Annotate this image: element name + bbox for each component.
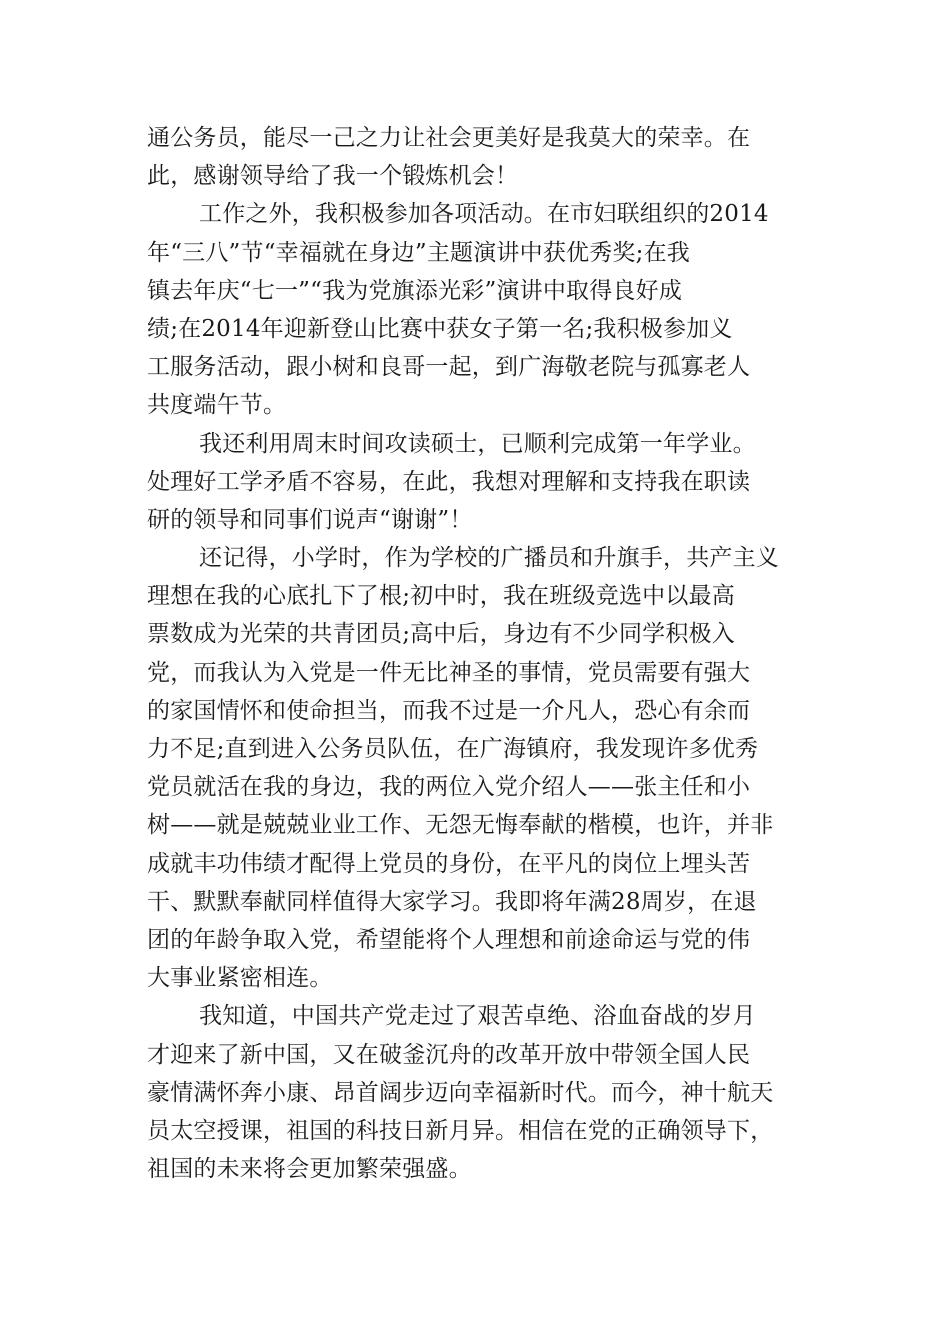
paragraph-4-line-3: 票数成为光荣的共青团员;高中后，身边有不少同学积极入 <box>147 621 735 648</box>
paragraph-2-line-5: 工服务活动，跟小树和良哥一起，到广海敬老院与孤寡老人 <box>147 354 751 381</box>
paragraph-5-line-1: 我知道，中国共产党走过了艰苦卓绝、浴血奋战的岁月 <box>199 1003 756 1030</box>
paragraph-5-line-5: 祖国的未来将会更加繁荣强盛。 <box>147 1156 472 1183</box>
paragraph-4-line-12: 大事业紧密相连。 <box>147 965 333 992</box>
paragraph-4-line-1: 还记得，小学时，作为学校的广播员和升旗手，共产主义 <box>199 545 779 572</box>
paragraph-4-line-5: 的家国情怀和使命担当，而我不过是一介凡人，恐心有余而 <box>147 697 751 724</box>
paragraph-2-line-2: 年“三八”节“幸福就在身边”主题演讲中获优秀奖;在我 <box>147 239 690 266</box>
paragraph-5-line-2: 才迎来了新中国，又在破釜沉舟的改革开放中带领全国人民 <box>147 1041 751 1068</box>
paragraph-4-line-2: 理想在我的心底扎下了根;初中时，我在班级竞选中以最高 <box>147 583 735 610</box>
document-body <box>147 119 815 1188</box>
paragraph-2-line-6: 共度端午节。 <box>147 392 287 419</box>
paragraph-2-line-3: 镇去年庆“七一”“我为党旗添光彩”演讲中取得良好成 <box>147 277 683 304</box>
paragraph-4-line-10: 干、默默奉献同样值得大家学习。我即将年满28周岁，在退 <box>147 888 757 915</box>
paragraph-4-line-7: 党员就活在我的身边，我的两位入党介绍人——张主任和小 <box>147 774 751 801</box>
paragraph-3-line-1: 我还利用周末时间攻读硕士，已顺利完成第一年学业。 <box>199 430 756 457</box>
paragraph-2-line-4: 绩;在2014年迎新登山比赛中获女子第一名;我积极参加义 <box>147 315 733 342</box>
paragraph-1-line-1: 通公务员，能尽一己之力让社会更美好是我莫大的荣幸。在 <box>147 125 751 151</box>
paragraph-4-line-6: 力不足;直到进入公务员队伍，在广海镇府，我发现许多优秀 <box>147 736 759 762</box>
paragraph-4-line-9: 成就丰功伟绩才配得上党员的身份，在平凡的岗位上埋头苦 <box>147 850 751 877</box>
paragraph-4-line-8: 树——就是兢兢业业工作、无怨无悔奉献的楷模，也许，并非 <box>147 812 774 839</box>
paragraph-5-line-4: 员太空授课，祖国的科技日新月异。相信在党的正确领导下， <box>147 1117 774 1144</box>
paragraph-3-line-2: 处理好工学矛盾不容易，在此，我想对理解和支持我在职读 <box>147 468 751 495</box>
paragraph-1-line-2: 此，感谢领导给了我一个锻炼机会！ <box>147 163 519 190</box>
paragraph-3-line-3: 研的领导和同事们说声“谢谢”！ <box>147 506 473 533</box>
paragraph-5-line-3: 豪情满怀奔小康、昂首阔步迈向幸福新时代。而今，神十航天 <box>147 1079 774 1106</box>
paragraph-4-line-4: 党，而我认为入党是一件无比神圣的事情，党员需要有强大 <box>147 659 751 686</box>
paragraph-4-line-11: 团的年龄争取入党，希望能将个人理想和前途命运与党的伟 <box>147 926 751 953</box>
paragraph-2-line-1: 工作之外，我积极参加各项活动。在市妇联组织的2014 <box>199 201 769 228</box>
